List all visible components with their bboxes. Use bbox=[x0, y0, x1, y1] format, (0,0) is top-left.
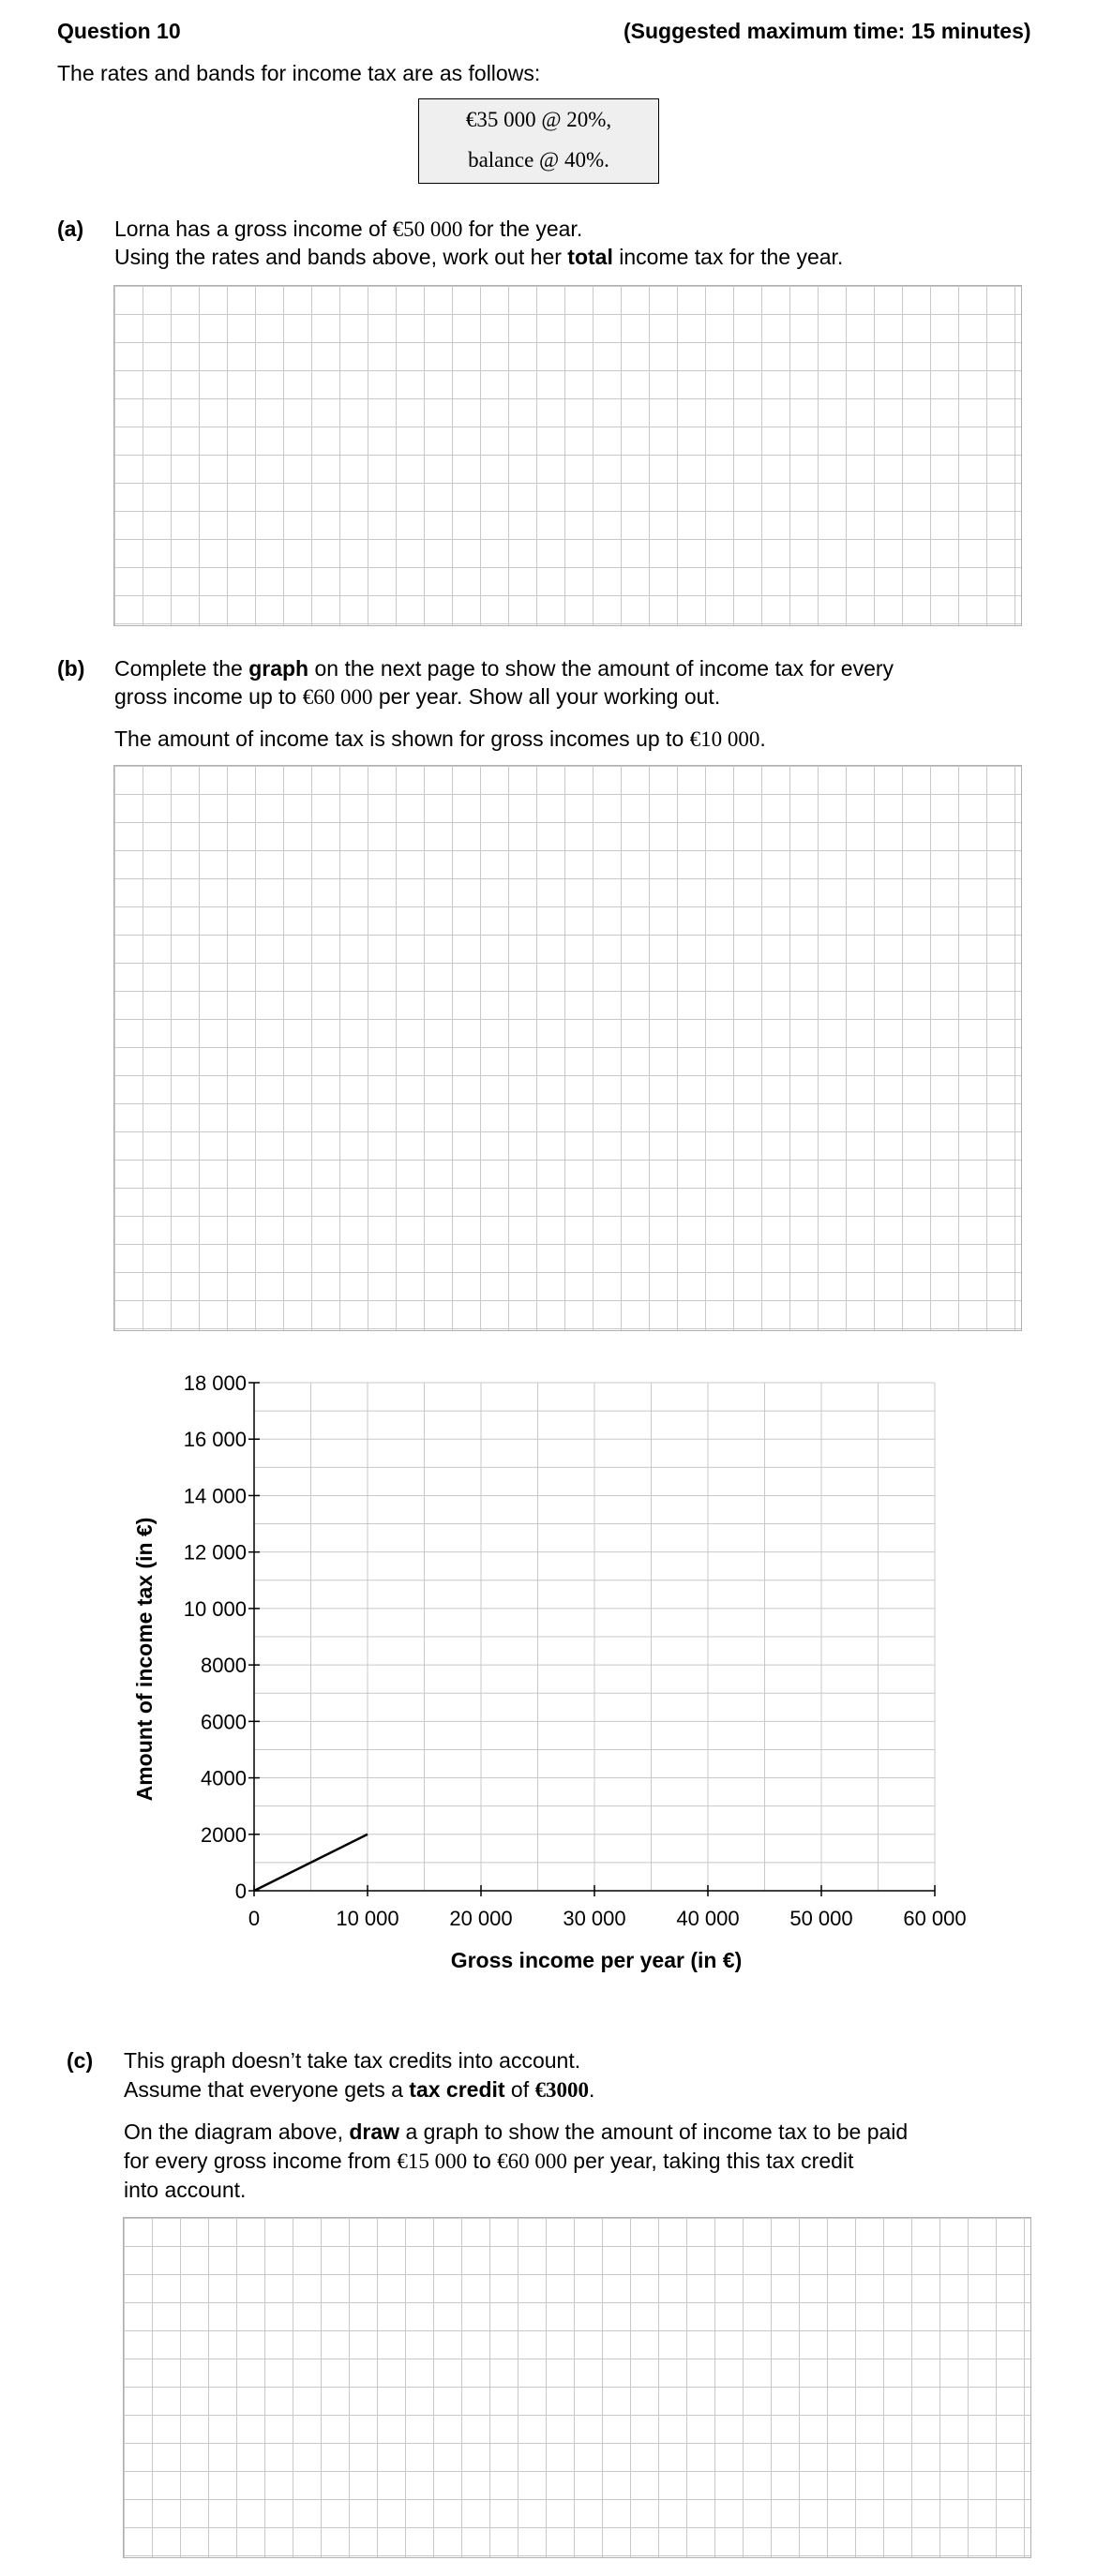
y-tick-label: 6000 bbox=[201, 1710, 247, 1734]
suggested-time: (Suggested maximum time: 15 minutes) bbox=[624, 19, 1031, 43]
part-c-line-2: Assume that everyone gets a tax credit of €3000. bbox=[124, 2077, 595, 2102]
x-axis-title: Gross income per year (in €) bbox=[450, 1948, 743, 1972]
question-number: Question 10 bbox=[57, 19, 181, 43]
part-c-line-5: into account. bbox=[124, 2178, 247, 2202]
income-tax-chart[interactable] bbox=[0, 1350, 1112, 1997]
x-tick-label: 20 000 bbox=[449, 1907, 513, 1930]
x-tick-label: 0 bbox=[248, 1907, 261, 1930]
part-c-line-4: for every gross income from €15 000 to €60 000 per year, taking this tax credit bbox=[124, 2149, 854, 2173]
y-axis-title: Amount of income tax (in €) bbox=[132, 1517, 157, 1802]
x-tick-label: 60 000 bbox=[903, 1907, 967, 1930]
answer-grid-b[interactable] bbox=[113, 765, 1022, 1331]
rates-box bbox=[418, 98, 659, 184]
rate-band-1: €35 000 @ 20%, bbox=[465, 108, 612, 131]
part-a-line-2: Using the rates and bands above, work out her total income tax for the year. bbox=[114, 245, 844, 269]
y-tick-label: 0 bbox=[234, 1880, 247, 1903]
part-b-line-1: Complete the graph on the next page to show the amount of income tax for every bbox=[114, 656, 894, 681]
y-tick-label: 16 000 bbox=[183, 1428, 247, 1452]
part-b-line-3: The amount of income tax is shown for gross incomes up to €10 000. bbox=[114, 726, 766, 751]
part-a-label: (a) bbox=[57, 217, 84, 241]
intro-text: The rates and bands for income tax are as follows: bbox=[57, 61, 541, 85]
part-c-label: (c) bbox=[67, 2048, 94, 2073]
part-c-line-1: This graph doesn’t take tax credits into account. bbox=[124, 2048, 581, 2073]
x-tick-label: 30 000 bbox=[563, 1907, 626, 1930]
y-tick-label: 10 000 bbox=[183, 1596, 247, 1621]
y-tick-label: 2000 bbox=[201, 1822, 247, 1847]
chart-tick-labels bbox=[184, 1371, 967, 1930]
x-tick-label: 50 000 bbox=[789, 1907, 853, 1930]
x-tick-label: 10 000 bbox=[336, 1907, 399, 1930]
y-tick-label: 14 000 bbox=[183, 1484, 247, 1508]
chart-grid bbox=[254, 1383, 935, 1891]
y-tick-label: 18 000 bbox=[183, 1371, 247, 1395]
part-a-line-1: Lorna has a gross income of €50 000 for the year. bbox=[114, 217, 583, 241]
chart-ticks bbox=[248, 1383, 935, 1896]
part-b-label: (b) bbox=[57, 656, 85, 681]
answer-grid-c[interactable] bbox=[123, 2217, 1031, 2558]
y-tick-label: 12 000 bbox=[183, 1540, 247, 1565]
rate-band-2: balance @ 40%. bbox=[468, 148, 609, 172]
part-c-line-3: On the diagram above, draw a graph to show the amount of income tax to be paid bbox=[124, 2119, 909, 2144]
y-tick-label: 8000 bbox=[201, 1654, 247, 1678]
part-b-line-2: gross income up to €60 000 per year. Show all your working out. bbox=[114, 684, 721, 709]
x-tick-label: 40 000 bbox=[676, 1907, 740, 1930]
y-tick-label: 4000 bbox=[201, 1766, 247, 1790]
answer-grid-a[interactable] bbox=[113, 285, 1022, 626]
